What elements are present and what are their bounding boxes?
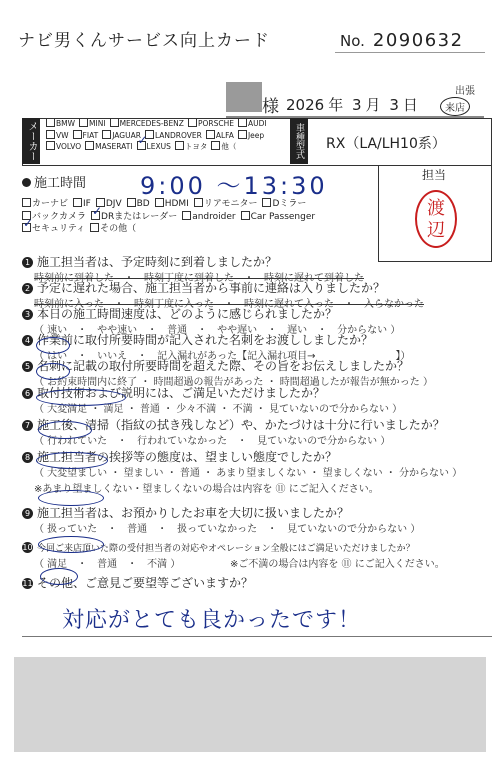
work-item-label: BD: [136, 199, 150, 209]
date-day: 3: [389, 96, 399, 114]
maker-option[interactable]: [102, 130, 141, 142]
checkbox[interactable]: [127, 198, 136, 207]
maker-option[interactable]: [211, 141, 236, 153]
work-time-value: 9:00 ～13:30: [140, 172, 328, 200]
checkbox[interactable]: [206, 130, 215, 139]
answer-q6-very-satisfied: [38, 421, 92, 439]
work-item-option[interactable]: [91, 211, 177, 224]
maker-option[interactable]: [85, 141, 132, 153]
checkbox[interactable]: [155, 198, 164, 207]
maker-option-label: AUDI: [247, 119, 267, 128]
question-number: 1: [22, 257, 33, 268]
maker-option[interactable]: [145, 130, 202, 142]
answer-options: （ 大変満足 ・ 満足 ・ 普通 ・ 少々不満 ・ 不満 ・ 見ていないので分からない ）: [34, 404, 403, 415]
honorific-sama: 様: [262, 97, 279, 117]
work-item-option[interactable]: [73, 198, 91, 211]
question-1: [22, 253, 277, 270]
question-text: 施工担当者は、お預かりしたお車を大切に扱いましたか？: [37, 506, 350, 520]
answer-q10-satisfied: [40, 568, 78, 585]
question-2: [22, 279, 385, 296]
answer-q7-done: [36, 452, 108, 469]
checkbox[interactable]: [79, 118, 88, 127]
answer-options: 時刻前に到着した ・ 時刻丁度に到着した ・ 時刻に遅れて到着した: [34, 273, 364, 284]
answer-q3-fast: [36, 337, 70, 354]
work-item-label: リアモニター: [203, 199, 258, 209]
question-number: 9: [22, 508, 33, 519]
work-item-label: セキュリティ: [32, 224, 86, 234]
stamp-char-1: 渡: [427, 198, 445, 219]
maker-brand-list: [46, 118, 296, 153]
maker-option[interactable]: [73, 130, 99, 142]
checkbox[interactable]: [102, 130, 111, 139]
work-item-label: HDMI: [164, 199, 189, 209]
maker-option-label: Jeep: [247, 130, 265, 140]
maker-option-label: MERCEDES-BENZ: [119, 119, 184, 128]
checkbox[interactable]: [22, 223, 31, 232]
answer-q4-yes: [36, 363, 70, 380]
date-day-unit: 日: [402, 96, 418, 114]
maker-option[interactable]: [206, 130, 234, 142]
question-text: 予定に遅れた場合、施工担当者から事前に連絡は入りましたか？: [37, 281, 386, 295]
maker-option[interactable]: [110, 118, 184, 130]
question-text: 作業前に取付所要時間が記入された名刺をお渡ししましたか？: [37, 333, 374, 347]
maker-option-label: LEXUS: [146, 142, 171, 151]
answer-options: （ 扱っていた ・ 普通 ・ 扱っていなかった ・ 見ていないので分からない ）: [34, 524, 421, 535]
checkbox[interactable]: [262, 198, 271, 207]
maker-option-label: MINI: [89, 119, 106, 128]
checkbox[interactable]: [137, 141, 146, 150]
work-item-label: androider: [192, 211, 236, 222]
question-number: 2: [22, 283, 33, 294]
redacted-name: [226, 82, 262, 112]
comment-underline: [22, 636, 492, 637]
work-item-option[interactable]: [90, 223, 136, 236]
work-item-label: DJV: [105, 199, 122, 209]
question-text: 施工担当者は、予定時刻に到着しましたか？: [37, 255, 278, 269]
answer-q8-very-desirable: [38, 490, 104, 506]
maker-option-label: ALFA: [215, 130, 234, 140]
question-text: 今回ご来店頂いた際の受付担当者の対応やオペレーション全般にはご満足いただけましたか？: [37, 544, 415, 554]
checkbox[interactable]: [73, 130, 82, 139]
answer-options: （ 行われていた ・ 行われていなかった ・ 見ていないので分からない ）: [34, 436, 391, 447]
checkbox[interactable]: [90, 223, 99, 232]
work-item-option[interactable]: [22, 198, 68, 211]
checkbox[interactable]: [188, 118, 197, 127]
question-number: 6: [22, 388, 33, 399]
work-item-option[interactable]: [241, 211, 315, 224]
question-number: 8: [22, 452, 33, 463]
checkbox[interactable]: [182, 211, 191, 220]
checkbox[interactable]: [238, 118, 247, 127]
work-item-option[interactable]: [155, 198, 189, 211]
answer-options: （ お約束時間内に終了 ・ 時間超過の報告があった ・ 時間超過したが報告が無かった ）: [34, 377, 433, 388]
date-year: 2026: [286, 96, 325, 114]
work-item-option[interactable]: [127, 198, 150, 211]
date-year-unit: 年: [328, 96, 344, 114]
checkbox[interactable]: [194, 198, 203, 207]
maker-option-label: トヨタ: [184, 142, 208, 151]
maker-option[interactable]: [46, 130, 69, 142]
checkbox[interactable]: [110, 118, 119, 127]
work-item-label: その他（: [100, 224, 137, 234]
model-label: 車種型式: [290, 118, 308, 164]
staff-seal-stamp: [415, 190, 457, 248]
maker-option[interactable]: [79, 118, 106, 130]
work-item-list: [22, 198, 378, 250]
checkbox[interactable]: [46, 130, 55, 139]
checkbox[interactable]: [175, 141, 184, 150]
question-text: 施工後、清掃（指紋の拭き残しなど）や、かたづけは十分に行いましたか？: [37, 418, 445, 432]
question-text: 施工担当者の挨拶等の態度は、望ましい態度でしたか？: [37, 450, 338, 464]
answer-q5-ontime: [36, 389, 126, 406]
question-number: 3: [22, 309, 33, 320]
question-text: 本日の施工時間速度は、どのように感じられましたか？: [37, 307, 338, 321]
work-item-label: カーナビ: [32, 199, 69, 209]
question-number: 4: [22, 335, 33, 346]
staff-label: 担当: [421, 168, 446, 182]
answer-options: （ 大変望ましい ・ 望ましい ・ 普通 ・ あまり望ましくない ・ 望ましくない ・ 分からない ）: [34, 468, 463, 479]
checkbox[interactable]: [22, 198, 31, 207]
maker-option-label: LANDROVER: [154, 130, 202, 140]
checkbox[interactable]: [211, 141, 220, 150]
work-item-label: DRまたはレーダー: [101, 211, 178, 222]
maker-option-label: BMW: [56, 119, 76, 128]
maker-option[interactable]: [238, 118, 267, 130]
document-number: [340, 30, 464, 51]
checkbox[interactable]: [241, 211, 250, 220]
maker-option-label: FIAT: [82, 130, 99, 140]
maker-label: メーカー: [22, 118, 40, 164]
date-month: 3: [351, 96, 362, 114]
question-5: [22, 357, 409, 374]
answer-options: （ 速い ・ やや速い ・ 普通 ・ やや遅い ・ 遅い ・ 分からない ）: [34, 325, 401, 336]
question-number: 11: [22, 579, 33, 588]
maker-option-label: VW: [56, 130, 69, 140]
answer-note: ※ご不満の場合は内容を ⑪ にご記入ください。: [230, 559, 445, 570]
model-value: RX（LA/LH10系）: [326, 136, 446, 152]
visit-type-store: 来店: [440, 97, 470, 116]
answer-options: （ 満足 ・ 普通 ・ 不満 ）: [34, 559, 181, 570]
checkbox[interactable]: [238, 130, 247, 139]
question-number: 7: [22, 420, 33, 431]
answer-options: 時刻前に入った ・ 時刻丁度に入った ・ 時刻に遅れて入った ・ 入らなかった: [34, 299, 424, 310]
answer-note: ※あまり望ましくない・望ましくないの場合は内容を ⑪ にご記入ください。: [34, 484, 379, 495]
maker-option[interactable]: [175, 141, 208, 153]
maker-option-label: PORSCHE: [197, 119, 234, 128]
checkbox[interactable]: [91, 211, 100, 220]
question-3: [22, 305, 337, 322]
maker-option-label: MASERATI: [95, 142, 133, 151]
redacted-footer: [14, 657, 486, 752]
maker-option[interactable]: [137, 141, 171, 153]
maker-option[interactable]: [46, 141, 81, 153]
checkbox[interactable]: [85, 141, 94, 150]
handwritten-comment: 対応がとても良かったです！: [62, 608, 362, 633]
work-item-label: IF: [83, 199, 91, 209]
doc-no-value: 2090632: [372, 30, 464, 51]
question-text: 取付技術および説明には、ご満足いただけましたか？: [37, 386, 326, 400]
work-item-label: Dミラー: [272, 199, 307, 209]
work-time-label: 施工時間: [22, 172, 86, 191]
maker-option-label: VOLVO: [56, 142, 82, 151]
work-item-option[interactable]: [262, 198, 306, 211]
checkbox[interactable]: [46, 118, 55, 127]
visit-date: [286, 94, 422, 115]
question-text: 名刺に記載の取付所要時間を超えた際、その旨をお伝えしましたか？: [37, 359, 410, 373]
stamp-char-2: 辺: [427, 220, 445, 241]
card-title: ナビ男くんサービス向上カード: [18, 31, 270, 51]
maker-option[interactable]: [238, 130, 264, 142]
maker-option-label: 他（: [221, 142, 237, 151]
date-month-unit: 月: [365, 96, 381, 114]
question-9: [22, 504, 349, 521]
question-text: その他、ご意見ご要望等ございますか？: [37, 576, 254, 590]
work-item-option[interactable]: [22, 223, 85, 236]
doc-no-label: No.: [340, 32, 365, 50]
maker-option-label: JAGUAR: [112, 130, 141, 140]
work-item-option[interactable]: [182, 211, 235, 224]
work-item-option[interactable]: [194, 198, 258, 211]
checkbox[interactable]: [46, 141, 55, 150]
question-number: 10: [22, 543, 33, 552]
work-item-label: Car Passenger: [250, 211, 316, 222]
maker-option[interactable]: [188, 118, 234, 130]
answer-q9-handled: [38, 536, 104, 553]
checkbox[interactable]: [73, 198, 82, 207]
question-4: [22, 331, 373, 348]
visit-type-onsite: 出張: [455, 86, 475, 97]
work-item-label: バックカメラ: [32, 211, 87, 222]
answer-options: （ はい ・ いいえ ・ 記入漏れがあった【記入漏れ項目→ 】）: [34, 351, 411, 362]
maker-option[interactable]: [46, 118, 75, 130]
question-number: 5: [22, 361, 33, 372]
